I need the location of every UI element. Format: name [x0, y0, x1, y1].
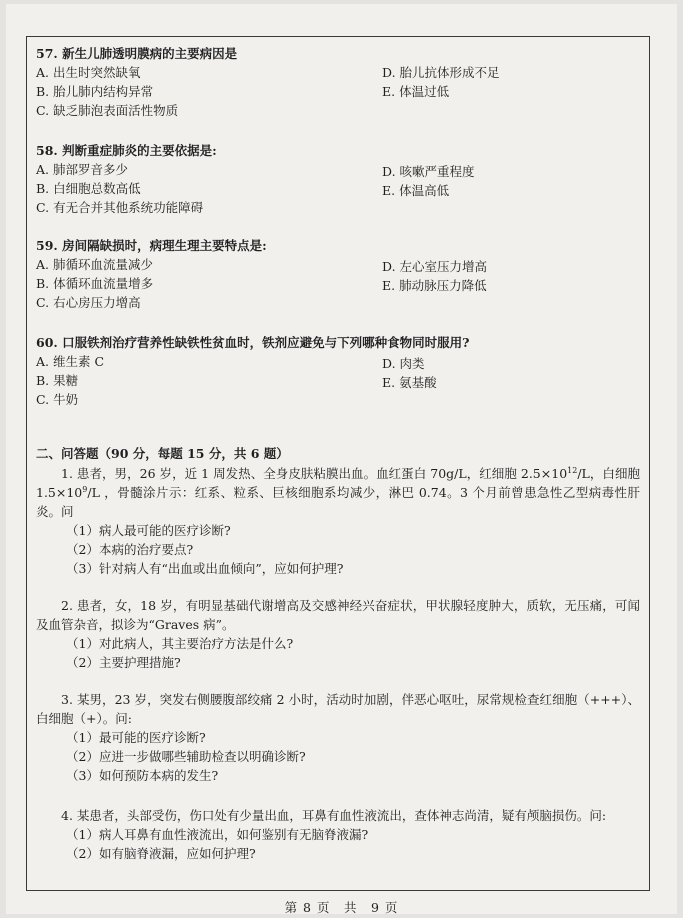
exponent: 12 [567, 465, 578, 475]
section-title: 二、问答题（90 分，每题 15 分，共 6 题） [36, 446, 289, 461]
option-e: E. 氨基酸 [382, 375, 437, 390]
option-c: C. 右心房压力增高 [36, 295, 141, 310]
case-2 [36, 596, 640, 672]
sub-question: （2）本病的治疗要点? [66, 542, 194, 557]
sub-question: （1）最可能的医疗诊断? [66, 730, 206, 745]
option-c: C. 牛奶 [36, 392, 79, 407]
option-e: E. 体温过低 [382, 84, 450, 99]
option-b: B. 白细胞总数高低 [36, 181, 141, 196]
sub-question: （2）主要护理措施? [66, 655, 181, 670]
exponent: 9 [82, 484, 88, 494]
case-text: 2. 患者，女，18 岁，有明显基础代谢增高及交感神经兴奋症状，甲状腺轻度肿大，质软，无压痛，可闻及血管杂音，拟诊为“Graves 病”。 [36, 598, 640, 632]
sub-question: （3）针对病人有“出血或出血倾向”，应如何护理? [66, 561, 344, 576]
case-text-part: /L，白细胞 1.5×10 [36, 466, 641, 500]
option-e: E. 体温高低 [382, 183, 450, 198]
sub-question: （3）如何预防本病的发生? [66, 768, 219, 783]
question-stem: 57. 新生儿肺透明膜病的主要病因是 [36, 46, 238, 61]
case-text: 3. 某男，23 岁，突发右侧腰腹部绞痛 2 小时，活动时加剧，伴恶心呕吐，尿常规检查红细胞（+++）、白细胞（+）。问: [36, 692, 640, 726]
case-1 [36, 464, 640, 578]
case-text-part: /L ，骨髓涂片示：红系、粒系、巨核细胞系均减少，淋巴 0.74。3 个月前曾患急性乙型病毒性肝炎。问 [36, 485, 640, 519]
option-a: A. 肺循环血流量减少 [36, 257, 153, 272]
option-d: D. 左心室压力增高 [382, 259, 488, 274]
case-text-part: 1. 患者，男，26 岁，近 1 周发热、全身皮肤粘膜出血。血红蛋白 70g/L，红细胞 2.5×10 [61, 466, 568, 481]
option-b: B. 体循环血流量增多 [36, 276, 154, 291]
option-d: D. 咳嗽严重程度 [382, 164, 475, 179]
option-b: B. 果糖 [36, 373, 79, 388]
case-text [36, 464, 640, 521]
option-b: B. 胎儿肺内结构异常 [36, 84, 154, 99]
page-number: 第 8 页 共 9 页 [284, 900, 399, 915]
question-stem: 58. 判断重症肺炎的主要依据是: [36, 143, 217, 158]
sub-question: （2）如有脑脊液漏，应如何护理? [66, 846, 256, 861]
sub-question: （1）病人最可能的医疗诊断? [66, 523, 231, 538]
sub-question: （1）病人耳鼻有血性液流出，如何鉴别有无脑脊液漏? [66, 827, 369, 842]
option-d: D. 胎儿抗体形成不足 [382, 65, 500, 80]
option-a: A. 肺部罗音多少 [36, 162, 128, 177]
case-3 [36, 690, 640, 785]
case-text: 4. 某患者，头部受伤，伤口处有少量出血，耳鼻有血性液流出，查体神志尚清，疑有颅脑损伤。问: [61, 808, 607, 823]
case-4 [36, 806, 640, 863]
option-e: E. 肺动脉压力降低 [382, 278, 487, 293]
option-a: A. 维生素 C [36, 354, 105, 369]
sub-question: （1）对此病人，其主要治疗方法是什么? [66, 636, 294, 651]
question-stem: 60. 口服铁剂治疗营养性缺铁性贫血时，铁剂应避免与下列哪种食物同时服用? [36, 335, 470, 350]
option-c: C. 缺乏肺泡表面活性物质 [36, 103, 179, 118]
question-stem: 59. 房间隔缺损时，病理生理主要特点是: [36, 238, 267, 253]
option-d: D. 肉类 [382, 356, 425, 371]
option-a: A. 出生时突然缺氧 [36, 65, 141, 80]
option-c: C. 有无合并其他系统功能障碍 [36, 200, 204, 215]
sub-question: （2）应进一步做哪些辅助检查以明确诊断? [66, 749, 306, 764]
